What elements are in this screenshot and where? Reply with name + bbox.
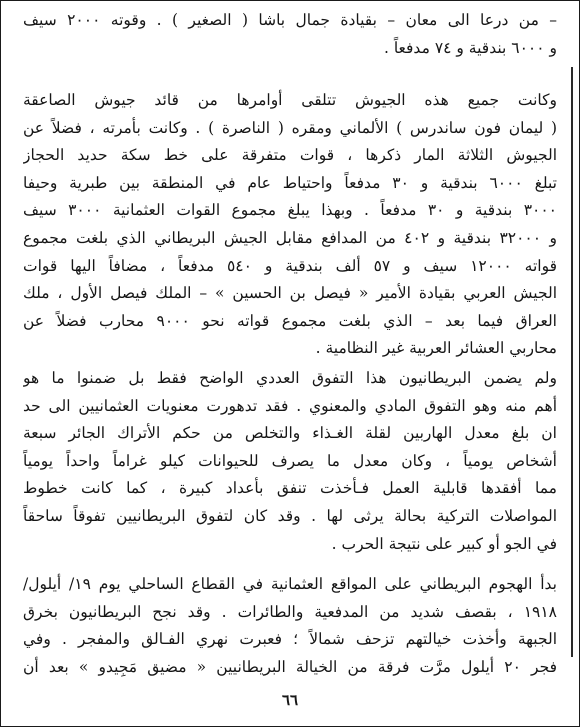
- text-line: و ٣٢٠٠٠ بندقية و ٤٠٢ من المدافع مقابل الجيش البريطاني الذي بلغت مجموع: [23, 228, 557, 247]
- text-line: بدأ الهجوم البريطاني على المواقع العثمانية في القطاع الساحلي يوم ١٩/ أيلول/: [23, 575, 557, 593]
- text-line: الجبهة وأخذت خيالتهم تزحف شمالاً ؛ فعبرت نهري الفـالق والمفجر . وفي: [23, 630, 557, 649]
- text-line: أشخاص يومياً ، وكان معدل ما يصرف للحيوانات كيلو غراماً واحداً يومياً: [23, 451, 557, 470]
- text-line: – من درعا الى معان – بقيادة جمال باشا ( الصغير ) . وقوته ٢٠٠٠ سيف: [23, 11, 557, 29]
- text-line: فجر ٢٠ أيلول مرَّت فرقة من الخيالة البريطانيين « مضيق مَجِيدو » بعد أن: [23, 657, 557, 676]
- text-line: في الجو أو كبير على نتيجة الحرب .: [331, 534, 557, 553]
- text-line: ١٩١٨ ، بقصف شديد من المدفعية والطائرات . وقد نجح البريطانيون بخرق: [23, 602, 557, 621]
- text-line: أهم منه وهو التفوق المادي والمعنوي . فقد تدهورت معنويات العثمانيين الى حد: [23, 396, 557, 415]
- paragraph-2: [23, 87, 557, 363]
- text-line: تبلغ ٦٠٠٠ بندقية و ٣٠ مدفعاً واحتياط عام في المنطقة بين طبرية وحيفا: [23, 173, 557, 192]
- text-line: ولم يضمن البريطانيون هذا التفوق العددي الواضح فقط بل ضمنوا ما هو: [23, 369, 557, 387]
- text-line: محاربي العشائر العربية غير النظامية .: [315, 339, 557, 358]
- text-line: ( ليمان فون ساندرس ) الألماني ومقره ( الناصرة ) . وكانت بأمرته ، فضلاً عن: [23, 118, 557, 137]
- text-line: وكانت جميع هذه الجيوش تتلقى أوامرها من قائد جيوش الصاعقة: [23, 91, 557, 109]
- text-line: قواته ١٢٠٠٠ سيف و ٥٧ ألف بندقية و ٥٤٠ مدفعاً ، مضافاً اليها قوات: [23, 256, 557, 275]
- text-line: ٣٠٠٠ بندقية و ٣٠ مدفعاً . وبهذا يبلغ مجموع القوات العثمانية ٣٠٠٠ سيف: [23, 201, 557, 220]
- scan-edge-line: [571, 67, 573, 657]
- page-number: ٦٦: [281, 691, 299, 709]
- text-line: الجيوش الثلاثة المار ذكرها ، قوات متفرقة على خط سكة حديد الحجاز: [23, 146, 557, 165]
- text-line: مما أفقدها قابلية العمل فـأخذت تنفق بأعداد كبيرة ، كما كانت خطوط: [23, 479, 557, 498]
- text-line: الجيش العربي بقيادة الأمير « فيصل بن الحسين » – الملك فيصل الأول ، ملك: [23, 284, 557, 303]
- text-line: و ٦٠٠٠ بندقية و ٧٤ مدفعاً .: [383, 38, 557, 57]
- paragraph-1: [23, 7, 557, 62]
- text-line: العراق فيما بعد – الذي بلغت مجموع قواته نحو ٩٠٠٠ محارب فضلاً عن: [23, 311, 557, 330]
- text-line: المواصلات التركية بحالة يرثى لها . وقد كان لتفوق البريطانيين تفوقاً ساحقاً: [23, 506, 557, 525]
- paragraph-3: [23, 365, 557, 558]
- paragraph-4: [23, 571, 557, 681]
- text-line: ان بلغ معدل الهاربين لقلة الغـذاء والتخلص من حكم الأتراك الجائر سبعة: [23, 424, 557, 443]
